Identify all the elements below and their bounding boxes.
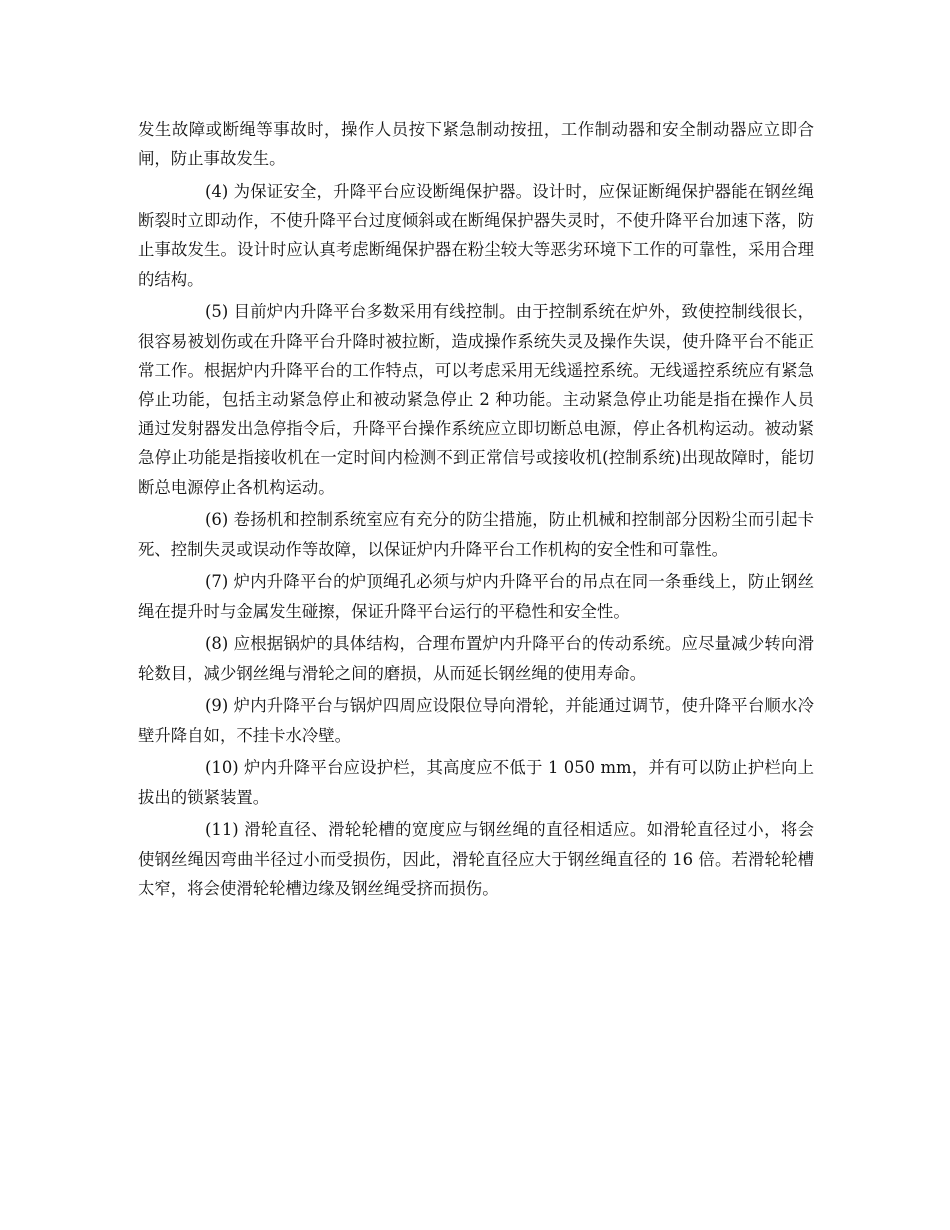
paragraph-item-6: (6) 卷扬机和控制系统室应有充分的防尘措施，防止机械和控制部分因粉尘而引起卡死、控制失灵或误动作等故障，以保证炉内升降平台工作机构的安全性和可靠性。: [138, 510, 814, 559]
paragraph-item-7: (7) 炉内升降平台的炉顶绳孔必须与炉内升降平台的吊点在同一条垂线上，防止钢丝绳在提升时与金属发生碰擦，保证升降平台运行的平稳性和安全性。: [138, 572, 814, 621]
paragraph-item-5: (5) 目前炉内升降平台多数采用有线控制。由于控制系统在炉外，致使控制线很长，很容易被划伤或在升降平台升降时被拉断，造成操作系统失灵及操作失误，使升降平台不能正常工作。根据炉内升降平台的工作特点，可以考虑采用无线遥控系统。无线遥控系统应有紧急停止功能，包括主动紧急停止和被动紧急停止 2 种功能。主动紧急停止功能是指在操作人员通过发射器发出急停指令后，升降平台操作系统应立即切断总电源，停止各机构运动。被动紧急停止功能是指接收机在一定时间内检测不到正常信号或接收机(控制系统)出现故障时，能切断总电源停止各机构运动。: [138, 302, 814, 497]
paragraph-item-11: (11) 滑轮直径、滑轮轮槽的宽度应与钢丝绳的直径相适应。如滑轮直径过小，将会使钢丝绳因弯曲半径过小而受损伤，因此，滑轮直径应大于钢丝绳直径的 16 倍。若滑轮轮槽太窄，将会使滑轮轮槽边缘及钢丝绳受挤而损伤。: [138, 820, 814, 898]
paragraph-item-4: (4) 为保证安全，升降平台应设断绳保护器。设计时，应保证断绳保护器能在钢丝绳断裂时立即动作，不使升降平台过度倾斜或在断绳保护器失灵时，不使升降平台加速下落，防止事故发生。设计时应认真考虑断绳保护器在粉尘较大等恶劣环境下工作的可靠性，采用合理的结构。: [138, 182, 814, 289]
paragraph-item-9: (9) 炉内升降平台与锅炉四周应设限位导向滑轮，并能通过调节，使升降平台顺水冷壁升降自如，不挂卡水冷壁。: [138, 696, 814, 745]
paragraph-continuation: 发生故障或断绳等事故时，操作人员按下紧急制动按扭，工作制动器和安全制动器应立即合闸，防止事故发生。: [138, 120, 814, 169]
paragraph-item-8: (8) 应根据锅炉的具体结构，合理布置炉内升降平台的传动系统。应尽量减少转向滑轮数目，减少钢丝绳与滑轮之间的磨损，从而延长钢丝绳的使用寿命。: [138, 634, 814, 683]
document-page: [138, 115, 814, 903]
paragraph-item-10: (10) 炉内升降平台应设护栏，其高度应不低于 1 050 mm，并有可以防止护栏向上拔出的锁紧装置。: [138, 758, 814, 807]
